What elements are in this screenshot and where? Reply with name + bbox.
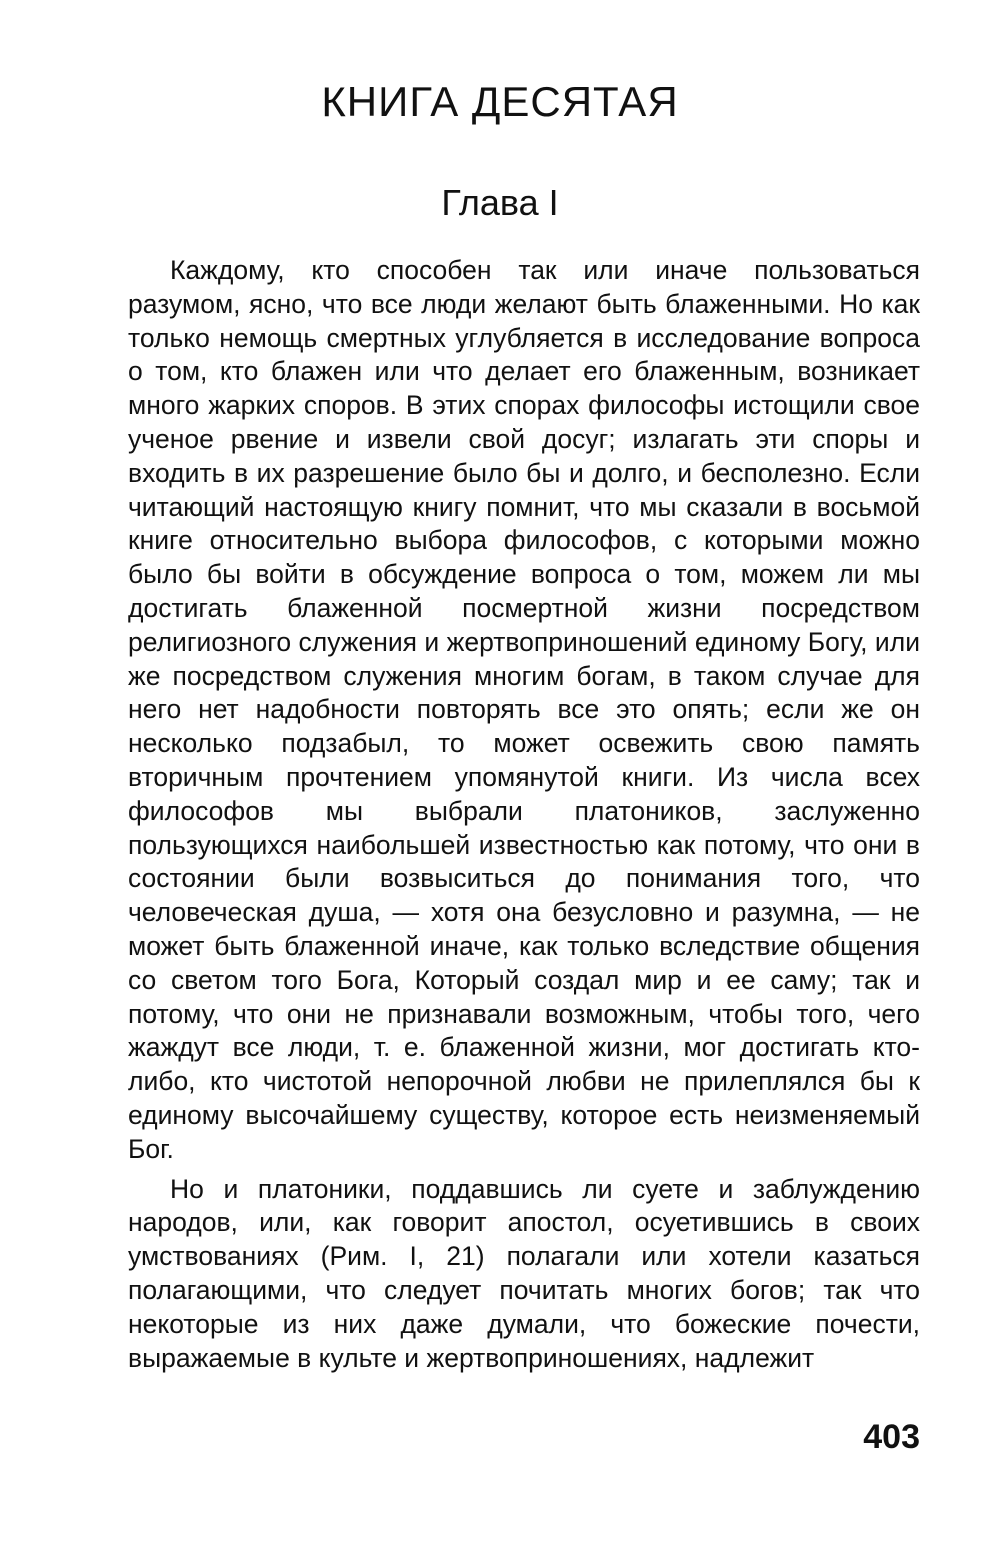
body-text (128, 254, 920, 1375)
chapter-title: Глава I (441, 182, 559, 223)
paragraph-2: Но и платоники, поддавшись ли суете и заблуждению народов, или, как говорит апостол, осуетившись в своих умствованиях (Рим. I, 21) полагали или хотели казаться полагающими, что следует почитать многих богов; так что некоторые из них даже думали, что божеские почести, выражаемые в культе и жертвоприношениях, надлежит (128, 1173, 920, 1373)
page-number: 403 (863, 1418, 920, 1456)
book-title: КНИГА ДЕСЯТАЯ (321, 78, 679, 125)
paragraph-1: Каждому, кто способен так или иначе пользоваться разумом, ясно, что все люди желают быть блаженными. Но как только немощь смертных углубляется в исследование вопроса о том, кто блажен или что делает его блаженным, возникает много жарких споров. В этих спорах философы истощили свое ученое рвение и извели свой досуг; излагать эти споры и входить в их разрешение было бы и долго, и бесполезно. Если читающий настоящую книгу помнит, что мы сказали в восьмой книге относительно выбора философов, с которыми можно было бы войти в обсуждение вопроса о том, можем ли мы достигать блаженной посмертной жизни посредством религиозного служения и жертвоприношений единому Богу, или же посредством служения многим богам, в таком случае для него нет надобности повторять все это опять; если же он несколько подзабыл, то может освежить свою память вторичным прочтением упомянутой книги. Из числа всех философов мы выбрали платоников, заслуженно пользующихся наибольшей известностью как потому, что они в состоянии были возвыситься до понимания того, что человеческая душа, — хотя она безусловно и разумна, — не может быть блаженной иначе, как только вследствие общения со светом того Бога, Который создал мир и ее саму; так и потому, что они не признавали возможным, чтобы того, чего жаждут все люди, т. е. блаженной жизни, мог достигать кто-либо, кто чистотой непорочной любви не прилеплялся бы к единому высочайшему существу, которое есть неизменяемый Бог. (128, 255, 920, 1164)
